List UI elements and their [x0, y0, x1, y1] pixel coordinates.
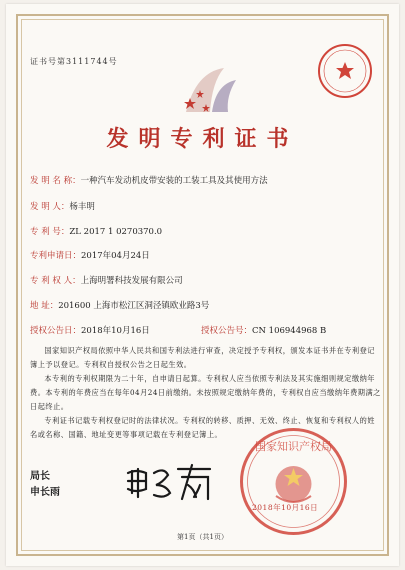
- patent-number-label: 专 利 号：: [30, 227, 70, 237]
- patent-number: ZL 2017 1 0270370.0: [69, 227, 163, 237]
- grant-number: CN 106944968 B: [252, 326, 327, 336]
- seal-date: 2018年10月16日: [252, 503, 319, 512]
- address-label: 地 址：: [30, 301, 59, 311]
- address: 201600 上海市松江区洞泾镇欧业路3号: [58, 301, 210, 311]
- grant-number-row: [201, 324, 326, 336]
- seal-text: 国家知识产权局: [255, 440, 332, 453]
- director-title: 局长: [30, 471, 50, 482]
- certificate-number: 证书号第3111744号: [30, 57, 118, 66]
- handwritten-signature-icon: [124, 459, 214, 504]
- filing-date: 2017年04月24日: [81, 251, 150, 261]
- director-name: 申长雨: [30, 487, 60, 498]
- body-paragraph-2: 本专利的专利权期限为二十年，自申请日起算。专利权人应当依照专利法及其实施细则规定缴纳年费。本专利的年费应当在每年04月24日前缴纳。未按照规定缴纳年费的，专利权自应当缴纳年费期满之日起终止。: [30, 374, 381, 411]
- inventor-label: 发 明 人：: [30, 202, 70, 212]
- address-row: [30, 299, 209, 311]
- patent-seal-top-right-icon: [316, 42, 374, 100]
- body-paragraph-1: 国家知识产权局依照中华人民共和国专利法进行审查，决定授予专利权，颁发本证书并在专利登记簿上予以登记。专利权自授权公告之日起生效。: [30, 346, 375, 369]
- grant-date-label: 授权公告日：: [30, 326, 82, 336]
- patent-number-row: [30, 225, 162, 237]
- state-ip-office-seal-icon: [236, 424, 351, 539]
- page-footer: 第1页（共1页）: [177, 533, 228, 541]
- invention-name-label: 发 明 名 称：: [30, 176, 81, 186]
- patent-office-emblem-icon: [176, 62, 246, 122]
- grant-date-row: [30, 324, 150, 336]
- certificate-title: 发明专利证书: [106, 126, 299, 152]
- invention-name: 一种汽车发动机皮带安装的工装工具及其使用方法: [80, 176, 268, 186]
- grant-number-label: 授权公告号：: [201, 326, 253, 336]
- inventor-row: [30, 200, 95, 212]
- patentee-row: [30, 274, 183, 286]
- certificate-sheet: [6, 4, 399, 566]
- inventor: 杨丰明: [69, 202, 95, 212]
- patentee: 上海明署科技发展有限公司: [80, 276, 183, 286]
- invention-name-row: [30, 174, 268, 186]
- grant-date: 2018年10月16日: [81, 326, 150, 336]
- body-paragraph-3: 专利证书记载专利权登记时的法律状况。专利权的转移、质押、无效、终止、恢复和专利权人的姓名或名称、国籍、地址变更等事项记载在专利登记簿上。: [30, 416, 375, 439]
- patentee-label: 专 利 权 人：: [30, 276, 81, 286]
- filing-date-row: [30, 249, 150, 261]
- filing-date-label: 专利申请日：: [30, 251, 82, 261]
